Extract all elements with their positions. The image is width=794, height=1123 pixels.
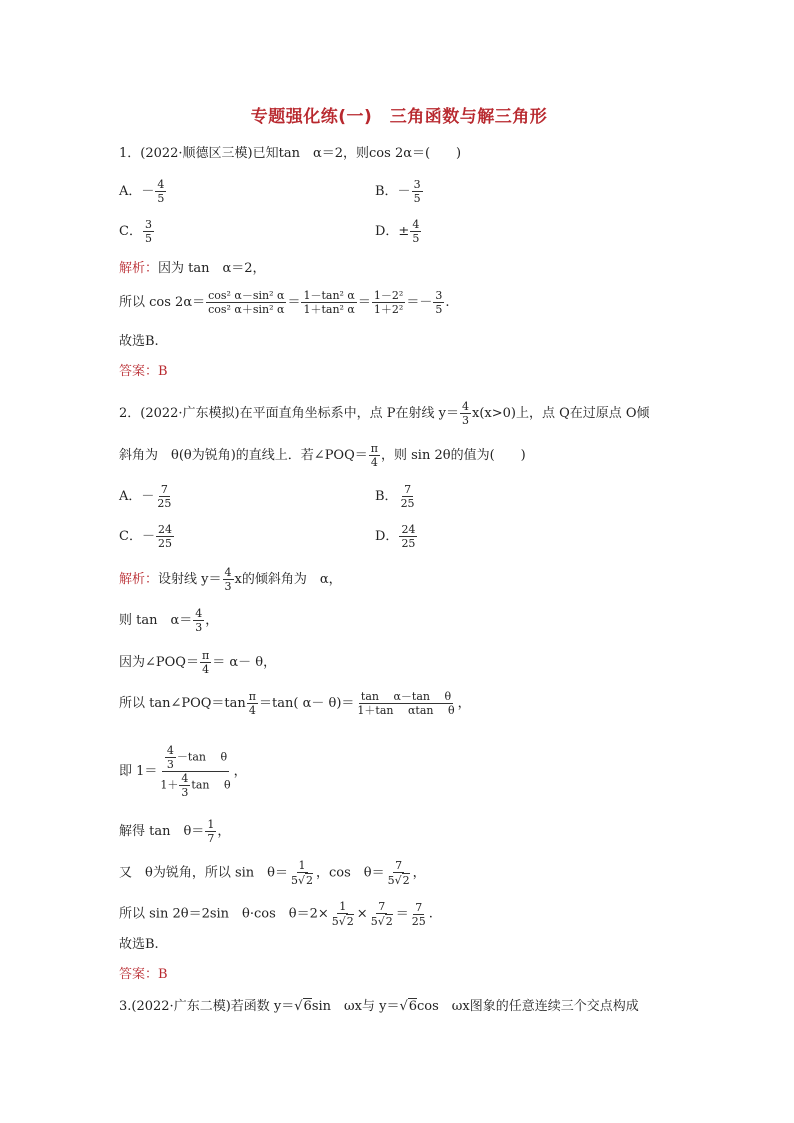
page-title: 专题强化练(一) 三角函数与解三角形 — [250, 107, 548, 127]
q2-option-b: B． $\frac{7}{25}$ — [375, 483, 415, 510]
q2-solution-line7: 又 θ为锐角，所以 sin θ＝ $\frac{1}{5√2}$ ，cos θ＝ $\frac{7}{5√2}$ ， — [119, 859, 426, 887]
q2-solution-line8: 所以 sin 2θ＝2sin θ·cos θ＝2× $\frac{1}{5√2}$ × $\frac{7}{5√2}$ ＝ $\frac{7}{25}$ . — [119, 900, 433, 928]
solution-label: 解析： — [119, 261, 159, 276]
q2-option-a: A．－ $\frac{7}{25}$ — [119, 483, 172, 510]
q1-option-d: D．± $\frac{4}{5}$ — [375, 218, 420, 245]
q1-choose: 故选B. — [119, 334, 159, 349]
q1-option-c: C． $\frac{3}{5}$ — [119, 218, 152, 245]
solution-label: 解析： — [119, 572, 159, 587]
q1-option-b: B．－ $\frac{3}{5}$ — [375, 178, 421, 205]
q2-solution-line4: 所以 tan∠POQ＝tan $\frac{\pi}{4}$ ＝tan( α－ θ)＝ $\frac{\text{tan α－tan θ}}{\text{1＋tan αtan θ}}$ ， — [119, 690, 471, 717]
q2-answer: 答案：B — [119, 967, 168, 982]
q2-option-c: C．－ $\frac{24}{25}$ — [119, 523, 172, 550]
q2-solution-line5: 即 1＝ $\frac{4}{3}$ －tan θ 1＋ $\frac{4}{3}$ tan θ ， — [119, 744, 247, 799]
q1-option-a: A．－ $\frac{4}{5}$ — [119, 178, 165, 205]
q2-solution-line1: 解析：设射线 y＝ $\frac{4}{3}$ x的倾斜角为 α， — [119, 566, 342, 593]
q3-stem: 3.(2022·广东二模)若函数 y＝√6sin ωx与 y＝√6cos ωx图象的任意连续三个交点构成 — [119, 999, 639, 1014]
q1-answer: 答案：B — [119, 364, 168, 379]
q1-solution-line1: 解析：因为 tan α＝2， — [119, 261, 266, 276]
q2-option-d: D． $\frac{24}{25}$ — [375, 523, 416, 550]
q1-stem: 1．(2022·顺德区三模)已知tan α＝2，则cos 2α＝( ) — [119, 146, 462, 161]
q2-choose: 故选B. — [119, 937, 159, 952]
q2-stem-line2: 斜角为 θ(θ为锐角)的直线上．若∠POQ＝ $\frac{\pi}{4}$ ，则 sin 2θ的值为( ) — [119, 442, 526, 469]
q2-solution-line6: 解得 tan θ＝ $\frac{1}{7}$ ， — [119, 818, 231, 845]
q2-stem-line1: 2．(2022·广东模拟)在平面直角坐标系中，点 P在射线 y＝ $\frac{4}{3}$ x(x>0)上，点 Q在过原点 O倾 — [119, 400, 650, 427]
q2-solution-line2: 则 tan α＝ $\frac{4}{3}$ ， — [119, 607, 219, 634]
q2-solution-line3: 因为∠POQ＝ $\frac{\pi}{4}$ ＝ α－ θ， — [119, 649, 277, 676]
q1-solution-line2: 所以 cos 2α＝ $\frac{\text{cos² α－sin² α}}{\text{cos² α＋sin² α}}$ ＝ $\frac{\text{1－tan² α}}{\text{1＋tan² α}}$ ＝ $\frac{\text{1－2²}}{\text{1＋2²}}$ ＝－ $\frac{3}{5}$ . — [119, 289, 450, 316]
